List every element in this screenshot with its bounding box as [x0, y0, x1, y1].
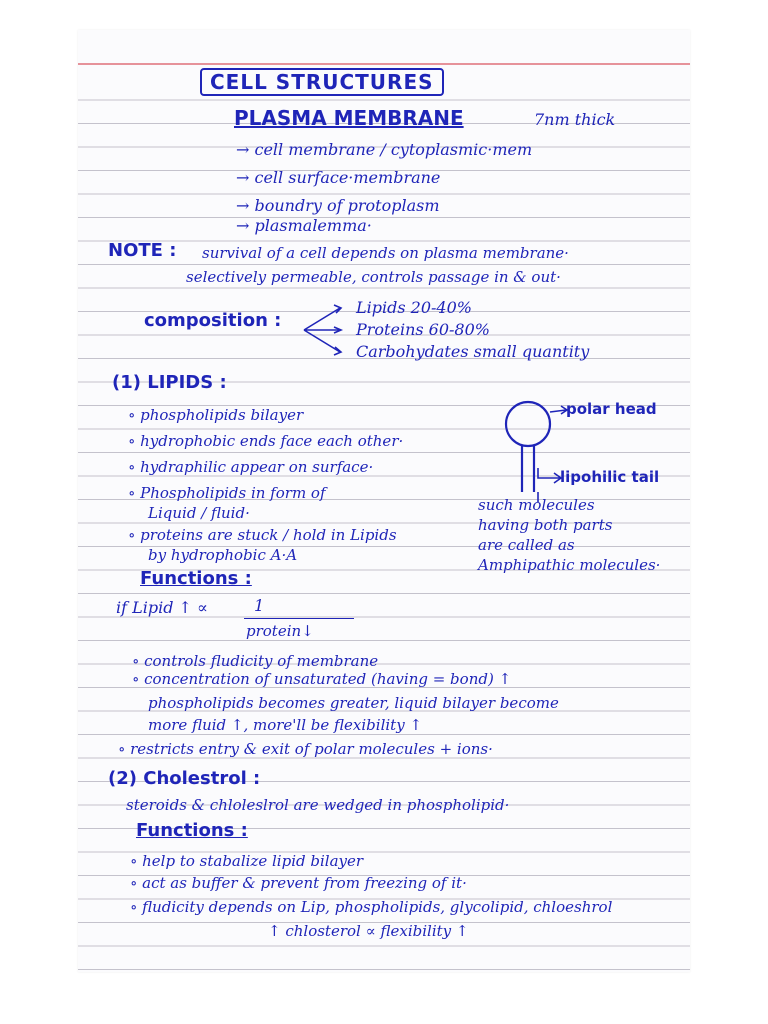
cholestrol-functions-heading: Functions : [136, 820, 248, 841]
thickness-text: 7nm thick [534, 110, 616, 129]
cholestrol-heading: (2) Cholestrol : [108, 768, 261, 789]
polar-head-label: polar head [566, 400, 657, 418]
lipids-point: ∘ phospholipids bilayer [128, 406, 304, 424]
note-label: NOTE : [108, 240, 177, 261]
cholestrol-function: ∘ act as buffer & prevent from freezing of it· [130, 874, 467, 892]
lipids-function: ∘ concentration of unsaturated (having = bond) ↑ [132, 670, 512, 688]
formula-left: if Lipid ↑ ∝ [116, 598, 208, 617]
note-line: survival of a cell depends on plasma membrane· [202, 244, 569, 262]
lipids-function: ∘ restricts entry & exit of polar molecules + ions· [118, 740, 493, 758]
lipids-function: ∘ controls fludicity of membrane [132, 652, 379, 670]
diagram-caption: having both parts [478, 516, 613, 534]
formula-numerator: 1 [254, 596, 265, 615]
lipophilic-tail-label: lipohilic tail [560, 468, 660, 486]
diagram-caption: Amphipathic molecules· [478, 556, 661, 574]
cholestrol-function: ↑ chlosterol ∝ flexibility ↑ [268, 922, 469, 940]
synonym-item: → cell membrane / cytoplasmic·mem [236, 140, 533, 159]
lipids-point: by hydrophobic A·A [148, 546, 298, 564]
composition-item: Lipids 20-40% [356, 298, 472, 317]
formula-denominator: protein↓ [246, 622, 314, 640]
composition-label: composition : [144, 310, 282, 331]
synonym-item: → cell surface·membrane [236, 168, 441, 187]
lipids-point: ∘ hydrophobic ends face each other· [128, 432, 404, 450]
note-line: selectively permeable, controls passage in & out· [186, 268, 561, 286]
lipids-function: more fluid ↑, more'll be flexibility ↑ [148, 716, 423, 734]
composition-brace-arrows [300, 300, 360, 360]
lipids-point: ∘ hydraphilic appear on surface· [128, 458, 374, 476]
notebook-page [78, 30, 690, 972]
composition-item: Carbohydates small quantity [356, 342, 590, 361]
lipids-point: ∘ Phospholipids in form of [128, 484, 326, 502]
cholestrol-text: steroids & chloleslrol are wedged in phospholipid· [126, 796, 510, 814]
cholestrol-function: ∘ fludicity depends on Lip, phospholipids, glycolipid, chloeshrol [130, 898, 613, 916]
synonym-item: → plasmalemma· [236, 216, 372, 235]
lipids-point: ∘ proteins are stuck / hold in Lipids [128, 526, 397, 544]
lipids-heading: (1) LIPIDS : [112, 372, 227, 393]
cholestrol-function: ∘ help to stabalize lipid bilayer [130, 852, 364, 870]
composition-item: Proteins 60-80% [356, 320, 490, 339]
diagram-caption: such molecules [478, 496, 595, 514]
page-title: CELL STRUCTURES [200, 68, 444, 96]
polar-head-circle [506, 402, 550, 446]
lipids-functions-heading: Functions : [140, 568, 252, 589]
synonym-item: → boundry of protoplasm [236, 196, 440, 215]
lipids-point: Liquid / fluid· [148, 504, 250, 522]
plasma-membrane-heading: PLASMA MEMBRANE [234, 106, 464, 130]
head-pointer-arrow [550, 406, 567, 414]
diagram-caption: are called as [478, 536, 575, 554]
lipids-function: phospholipids becomes greater, liquid bilayer become [148, 694, 559, 712]
fraction-bar [244, 618, 354, 619]
